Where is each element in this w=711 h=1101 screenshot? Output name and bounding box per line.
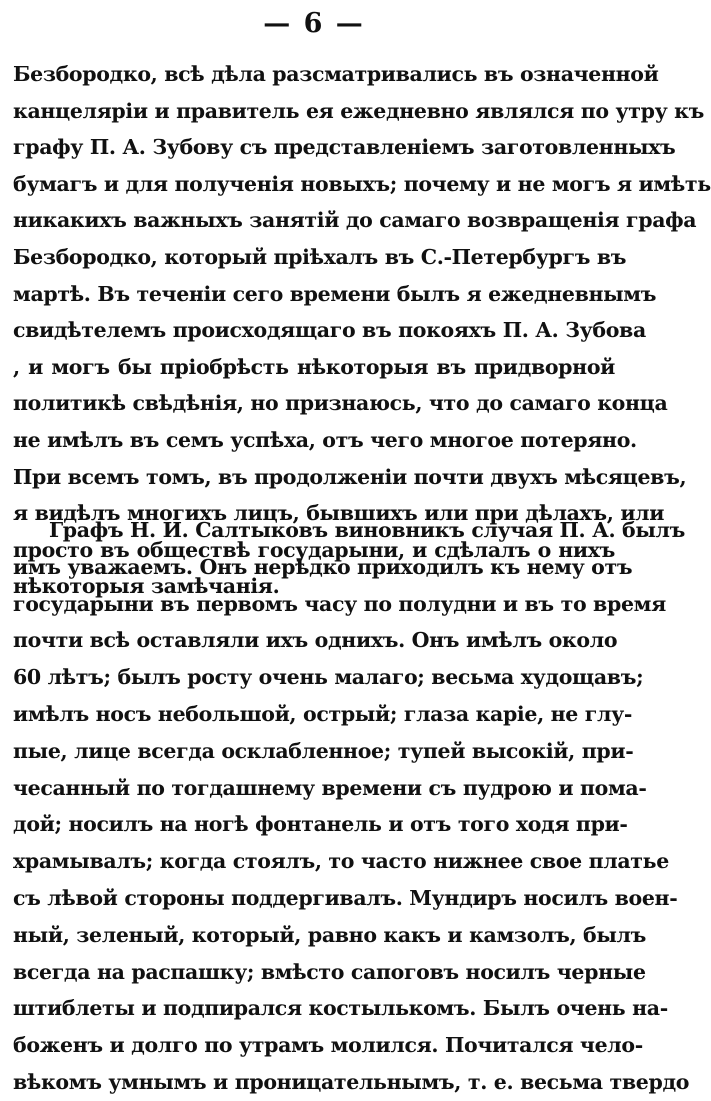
text-line: штиблеты и подпирался костылькомъ. Былъ очень на-: [13, 996, 668, 1021]
text-line: пые, лице всегда осклабленное; тупей высокій, при-: [13, 738, 634, 763]
paragraph-2: [13, 512, 690, 1101]
text-line: дой; носилъ на ногѣ фонтанель и отъ того ходя при-: [13, 812, 628, 837]
text-line: Графъ Н. И. Салтыковъ виновникъ случая П. А. былъ: [49, 518, 686, 542]
text-line: бумагъ и для полученія новыхъ; почему и не могъ я имѣть: [13, 171, 711, 196]
text-line: нѣкоторыя замѣчанія.: [13, 574, 280, 599]
text-line: не имѣлъ въ семъ успѣха, отъ чего многое потеряно.: [13, 427, 637, 452]
text-line: свидѣтелемъ происходящаго въ покояхъ П. А. Зубова: [13, 318, 646, 343]
text-line: боженъ и долго по утрамъ молился. Почитался чело-: [13, 1033, 643, 1058]
text-line: имѣлъ носъ небольшой, острый; глаза каріе, не глу-: [13, 701, 633, 726]
text-line: канцеляріи и правитель ея ежедневно являлся по утру къ: [13, 98, 704, 123]
text-line: Безбородко, который пріѣхалъ въ С.-Петербургъ въ: [13, 244, 627, 269]
text-line: Безбородко, всѣ дѣла разсматривались въ означенной: [13, 62, 659, 86]
page-number: — 6 —: [263, 8, 365, 39]
text-line: 60 лѣтъ; былъ росту очень малаго; весьма худощавъ;: [13, 665, 644, 690]
text-line: , и могъ бы пріобрѣсть нѣкоторыя въ придворной: [13, 354, 615, 379]
text-line: графу П. А. Зубову съ представленіемъ заготовленныхъ: [13, 135, 676, 160]
text-line: мартѣ. Въ теченіи сего времени былъ я ежедневнымъ: [13, 281, 657, 306]
text-line: никакихъ важныхъ занятій до самаго возвращенія графа: [13, 208, 697, 233]
text-line: ный, зеленый, который, равно какъ и камзолъ, былъ: [13, 922, 647, 947]
text-line: просто въ обществѣ государыни, и сдѣлалъ о нихъ: [13, 537, 615, 562]
text-line: При всемъ томъ, въ продолженіи почти двухъ мѣсяцевъ,: [13, 464, 687, 489]
text-line: чесанный по тогдашнему времени съ пудрою и пома-: [13, 775, 647, 800]
text-line: всегда на распашку; вмѣсто сапоговъ носилъ черные: [13, 959, 646, 984]
text-line: политикѣ свѣдѣнія, но признаюсь, что до самаго конца: [13, 391, 668, 416]
text-line: почти всѣ оставляли ихъ однихъ. Онъ имѣлъ около: [13, 628, 618, 653]
text-line: я видѣлъ многихъ лицъ, бывшихъ или при дѣлахъ, или: [13, 501, 665, 526]
text-line: имъ уважаемъ. Онъ нерѣдко приходилъ къ нему отъ: [13, 554, 633, 579]
text-line: вѣкомъ умнымъ и проницательнымъ, т. е. весьма твердо: [13, 1069, 690, 1094]
text-line: съ лѣвой стороны поддергивалъ. Мундиръ носилъ воен-: [13, 885, 678, 910]
text-line: храмывалъ; когда стоялъ, то часто нижнее свое платье: [13, 849, 669, 874]
text-line: государыни въ первомъ часу по полудни и въ то время: [13, 591, 666, 616]
